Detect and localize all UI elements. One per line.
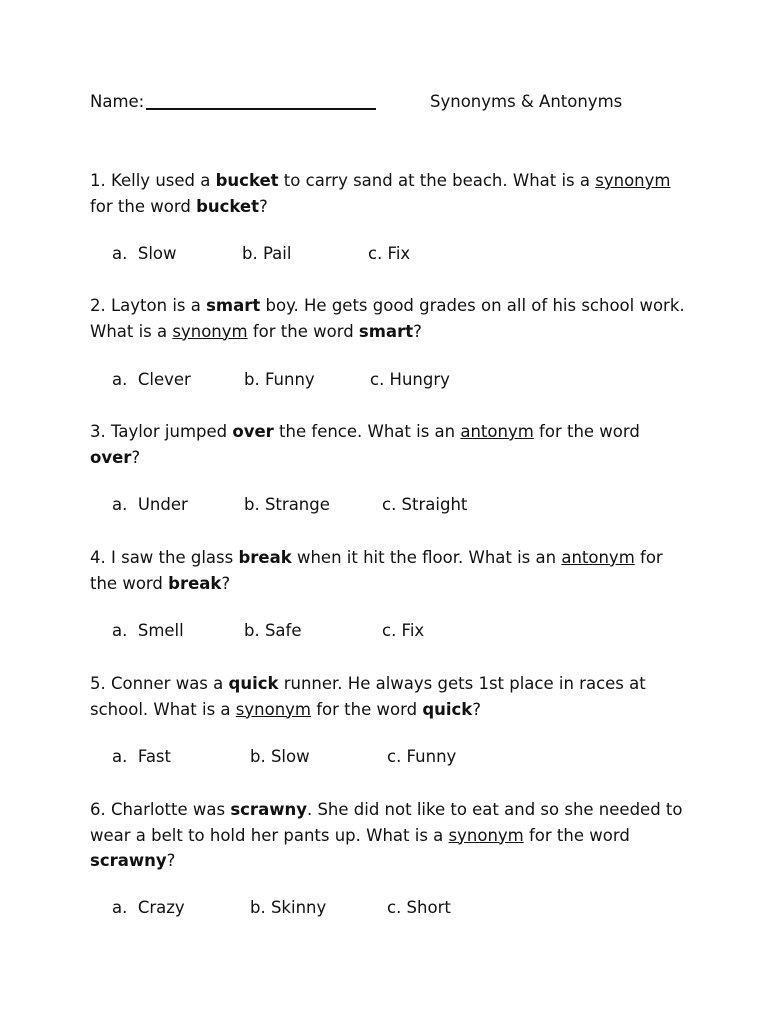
key-word: scrawny bbox=[230, 800, 307, 819]
option-c: c. Funny bbox=[387, 747, 457, 766]
question-text: ? bbox=[472, 699, 482, 719]
question-text: ? bbox=[221, 573, 231, 593]
option-a: a. Crazy bbox=[112, 898, 185, 917]
answer-options-2 bbox=[112, 370, 672, 394]
name-blank-line bbox=[146, 108, 376, 110]
relation-word: antonym bbox=[460, 422, 534, 441]
answer-options-3 bbox=[112, 495, 672, 519]
question-text: to carry sand at the beach. What is a bbox=[278, 171, 596, 190]
question-text: for the word bbox=[533, 422, 640, 441]
option-c: c. Fix bbox=[382, 621, 425, 640]
option-a: a. Smell bbox=[112, 621, 184, 640]
option-b: b. Pail bbox=[242, 244, 292, 263]
question-text: for the word bbox=[90, 548, 663, 593]
option-c: c. Hungry bbox=[370, 370, 450, 389]
key-word: bucket bbox=[196, 196, 260, 216]
option-c: c. Fix bbox=[368, 244, 411, 263]
question-text: 4. I saw the glass bbox=[90, 548, 239, 567]
key-word: scrawny bbox=[90, 851, 167, 870]
option-b: b. Skinny bbox=[250, 898, 327, 917]
key-word: break bbox=[168, 573, 222, 593]
worksheet-title: Synonyms & Antonyms bbox=[430, 92, 623, 111]
question-text: ? bbox=[259, 196, 268, 216]
relation-word: synonym bbox=[235, 699, 311, 719]
question-3 bbox=[90, 419, 690, 470]
relation-word: synonym bbox=[172, 321, 248, 341]
option-b: b. Strange bbox=[244, 495, 330, 514]
option-a: a. Clever bbox=[112, 370, 191, 389]
question-text: 3. Taylor jumped bbox=[90, 422, 233, 441]
option-c: c. Short bbox=[387, 898, 451, 917]
option-b: b. Slow bbox=[250, 747, 310, 766]
question-text: for the word bbox=[90, 196, 197, 216]
key-word: over bbox=[90, 447, 132, 467]
question-text: the fence. What is an bbox=[273, 422, 461, 441]
key-word: quick bbox=[228, 674, 279, 693]
question-text: ? bbox=[413, 321, 422, 341]
worksheet-header bbox=[90, 92, 690, 118]
question-text: . She did not like to eat and so she needed to wear a belt to hold her pants up. What is a bbox=[90, 800, 683, 845]
question-text: for the word bbox=[523, 825, 630, 845]
question-text: ? bbox=[166, 851, 176, 870]
name-label: Name: bbox=[90, 92, 145, 111]
question-2 bbox=[90, 293, 690, 344]
question-text: 2. Layton is a bbox=[90, 296, 207, 315]
question-1 bbox=[90, 168, 690, 219]
key-word: quick bbox=[422, 699, 473, 719]
relation-word: synonym bbox=[595, 171, 671, 190]
question-6 bbox=[90, 797, 690, 874]
key-word: over bbox=[232, 422, 274, 441]
key-word: break bbox=[238, 548, 292, 567]
answer-options-4 bbox=[112, 621, 672, 645]
question-text: ? bbox=[131, 447, 141, 467]
answer-options-5 bbox=[112, 747, 672, 771]
option-a: a. Slow bbox=[112, 244, 177, 263]
relation-word: antonym bbox=[561, 548, 635, 567]
question-text: 1. Kelly used a bbox=[90, 171, 216, 190]
option-a: a. Fast bbox=[112, 747, 171, 766]
option-a: a. Under bbox=[112, 495, 188, 514]
option-b: b. Funny bbox=[244, 370, 315, 389]
question-text: 5. Conner was a bbox=[90, 674, 229, 693]
question-text: boy. He gets good grades on all of his school work. What is a bbox=[90, 296, 685, 341]
question-5 bbox=[90, 671, 690, 722]
question-text: 6. Charlotte was bbox=[90, 800, 231, 819]
question-4 bbox=[90, 545, 690, 596]
relation-word: synonym bbox=[448, 825, 524, 845]
key-word: smart bbox=[206, 296, 261, 315]
question-text: for the word bbox=[247, 321, 359, 341]
option-b: b. Safe bbox=[244, 621, 302, 640]
answer-options-1 bbox=[112, 244, 672, 268]
answer-options-6 bbox=[112, 898, 672, 922]
question-text: for the word bbox=[311, 699, 423, 719]
key-word: smart bbox=[358, 321, 414, 341]
option-c: c. Straight bbox=[382, 495, 468, 514]
question-text: when it hit the floor. What is an bbox=[291, 548, 562, 567]
key-word: bucket bbox=[215, 171, 279, 190]
question-text: runner. He always gets 1st place in races at school. What is a bbox=[90, 674, 646, 719]
